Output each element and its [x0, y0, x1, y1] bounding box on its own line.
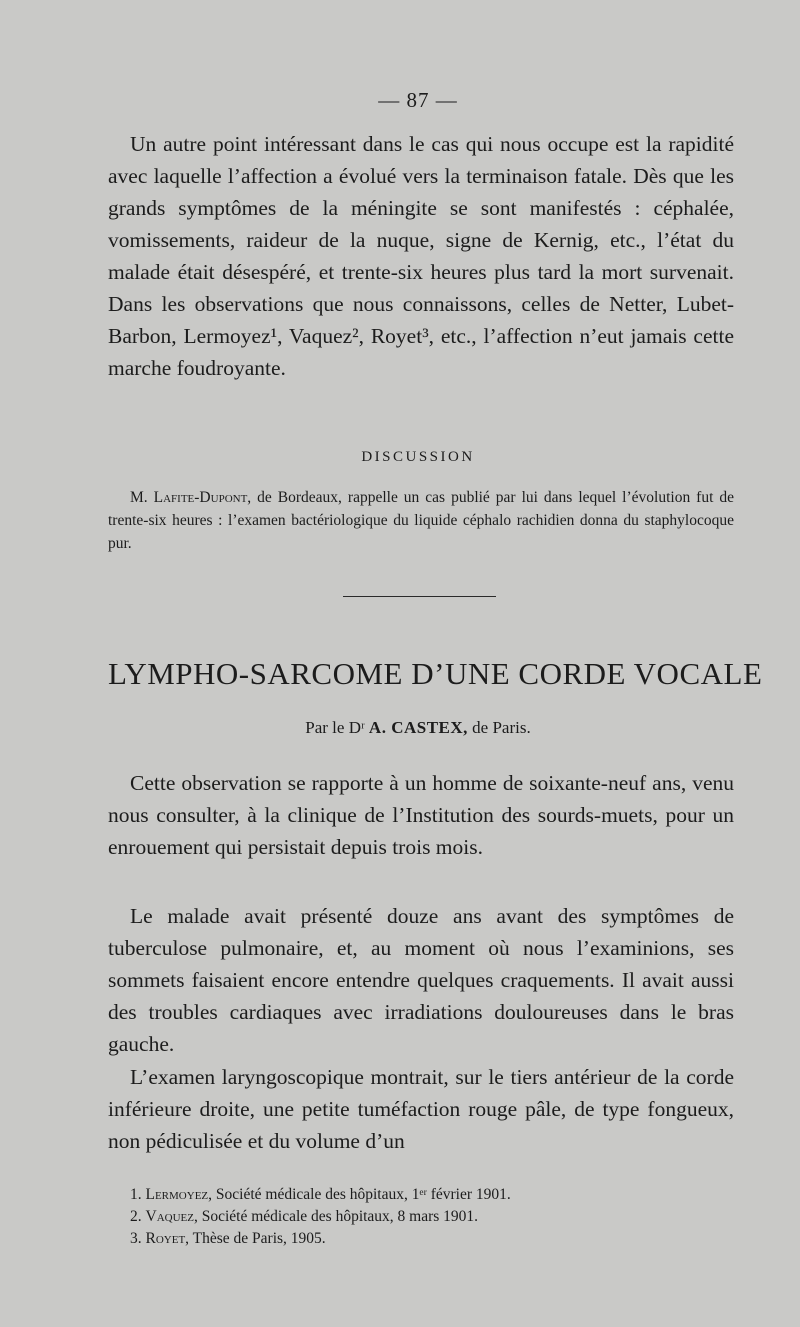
footnote-author: Vaquez, — [145, 1208, 198, 1225]
footnote-text: Société médicale des hôpitaux, 1ᵉʳ février 1901. — [212, 1186, 511, 1203]
section-divider — [343, 596, 496, 597]
discussion-text: de Bordeaux, rappelle un cas publié par lui dans lequel l’évolution fut de trente-six heures : l’examen bactériologique du liquide céphalo rachidien donna du staphylocoque pur. — [108, 489, 735, 552]
article-title: LYMPHO-SARCOME D’UNE CORDE VOCALE — [108, 656, 763, 691]
footnote-3 — [130, 1228, 730, 1250]
footnote-text: Thèse de Paris, 1905. — [189, 1230, 326, 1247]
byline-suffix: de Paris. — [467, 718, 531, 737]
byline-prefix: Par le Dʳ — [305, 718, 365, 737]
footnote-author: Royet, — [145, 1230, 190, 1247]
footnote-1 — [130, 1184, 730, 1206]
page-number: — 87 — — [378, 88, 458, 112]
paragraph-examination: L’examen laryngoscopique montrait, sur le tiers antérieur de la corde inférieure droite, une petite tuméfaction rouge pâle, de type fongueux, non pédiculisée et du volume d’un — [108, 1065, 734, 1153]
byline-author: A. CASTEX, — [368, 718, 468, 737]
footnote-number: 2. — [130, 1208, 142, 1225]
footnote-number: 3. — [130, 1230, 142, 1247]
discussion-heading: DISCUSSION — [361, 449, 475, 465]
article-byline — [0, 718, 800, 738]
footnote-author: Lermoyez, — [145, 1186, 213, 1203]
paragraph-history: Le malade avait présenté douze ans avant des symptômes de tuberculose pulmonaire, et, au moment où nous l’examinions, ses sommets faisaient encore entendre quelques craquements. Il avait aussi des troubles cardiaques avec irradiations douloureuses dans le bras gauche. — [108, 904, 734, 1056]
discussion-speaker: M. Lafite-Dupont, — [130, 489, 252, 506]
footnote-2 — [130, 1206, 730, 1228]
footnote-text: Société médicale des hôpitaux, 8 mars 1901. — [197, 1208, 479, 1225]
discussion-paragraph — [108, 486, 734, 555]
paragraph-observation: Cette observation se rapporte à un homme de soixante-neuf ans, venu nous consulter, à la clinique de l’Institution des sourds-muets, pour un enrouement qui persistait depuis trois mois. — [108, 771, 734, 859]
footnotes — [130, 1184, 730, 1250]
paragraph-intro: Un autre point intéressant dans le cas qui nous occupe est la rapidité avec laquelle l’affection a évolué vers la terminaison fatale. Dès que les grands symptômes de la méningite se sont manifestés : céphalée, vomissements, raideur de la nuque, signe de Kernig, etc., l’état du malade était désespéré, et trente-six heures plus tard la mort survenait. Dans les observations que nous connaissons, celles de Netter, Lubet-Barbon, Lermoyez¹, Vaquez², Royet³, etc., l’affection n’eut jamais cette marche foudroyante. — [108, 132, 734, 380]
footnote-number: 1. — [130, 1186, 142, 1203]
